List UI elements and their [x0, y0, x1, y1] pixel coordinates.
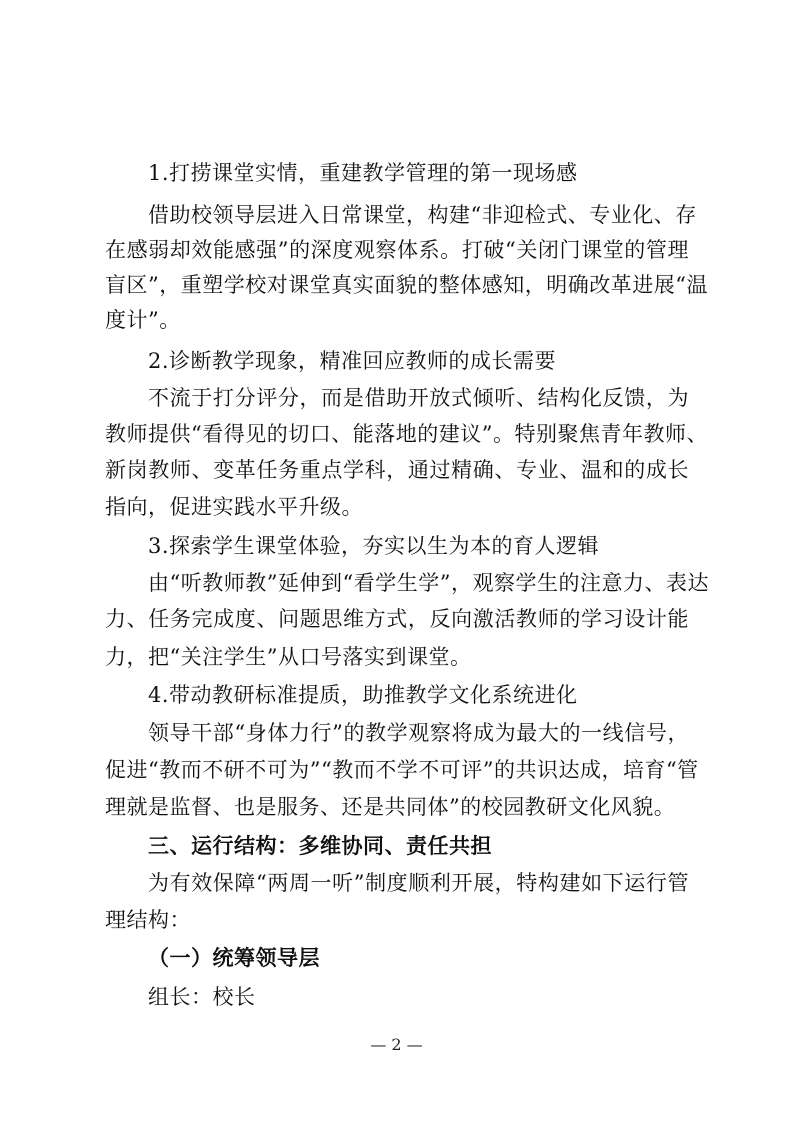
subsection-heading: （一）统筹领导层: [148, 946, 320, 970]
page-number: — 2 —: [370, 1035, 423, 1054]
subheading-1: 1.打捞课堂实情，重建教学管理的第一现场感: [148, 161, 578, 185]
subheading-2: 2.诊断教学现象，精准回应教师的成长需要: [148, 349, 557, 373]
paragraph-line: 力、任务完成度、问题思维方式，反向激活教师的学习设计能: [105, 607, 689, 631]
paragraph-line: 力，把“关注学生”从口号落实到课堂。: [105, 645, 472, 669]
paragraph-line: 由“听教师教”延伸到“看学生学”，观察学生的注意力、表达: [148, 571, 709, 595]
paragraph-line: 组长：校长: [148, 985, 256, 1009]
paragraph-line: 为有效保障“两周一听”制度顺利开展，特构建如下运行管: [148, 871, 689, 895]
paragraph-line: 理就是监督、也是服务、还是共同体”的校园教研文化风貌。: [105, 795, 676, 819]
paragraph-line: 理结构：: [105, 908, 191, 932]
paragraph-line: 促进“教而不研不可为”“教而不学不可评”的共识达成，培育“管: [105, 758, 699, 782]
paragraph-line: 度计”。: [105, 308, 181, 332]
paragraph-line: 新岗教师、变革任务重点学科，通过精确、专业、温和的成长: [105, 458, 689, 482]
paragraph-line: 借助校领导层进入日常课堂，构建“非迎检式、专业化、存: [148, 203, 697, 227]
paragraph-line: 盲区”，重塑学校对课堂真实面貌的整体感知，明确改革进展“温: [105, 273, 708, 297]
subheading-4: 4.带动教研标准提质，助推教学文化系统进化: [148, 683, 578, 707]
paragraph-line: 不流于打分评分，而是借助开放式倾听、结构化反馈，为: [148, 386, 689, 410]
paragraph-line: 指向，促进实践水平升级。: [105, 495, 363, 519]
paragraph-line: 领导干部“身体力行”的教学观察将成为最大的一线信号，: [148, 721, 689, 745]
paragraph-line: 在感弱却效能感强”的深度观察体系。打破“关闭门课堂的管理: [105, 238, 689, 262]
paragraph-line: 教师提供“看得见的切口、能落地的建议”。特别聚焦青年教师、: [105, 422, 708, 446]
section-heading: 三、运行结构：多维协同、责任共担: [148, 834, 492, 858]
subheading-3: 3.探索学生课堂体验，夯实以生为本的育人逻辑: [148, 534, 600, 558]
